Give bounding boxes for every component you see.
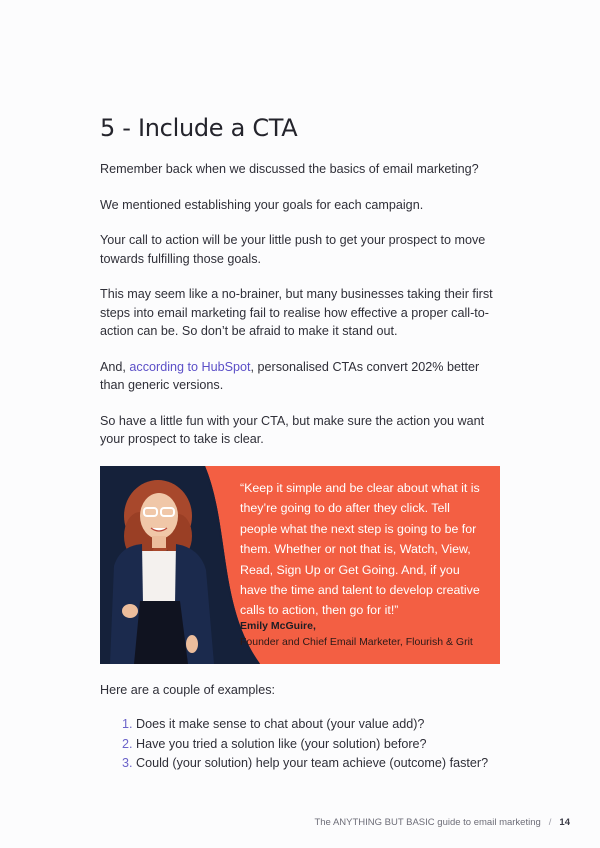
list-item [122,715,488,735]
list-number: 3. [122,756,133,770]
page-number: 14 [559,817,570,828]
list-text: Could (your solution) help your team achieve (outcome) faster? [136,756,489,770]
list-item [122,735,488,755]
list-number: 1. [122,717,133,731]
body-text [100,160,500,466]
quote-author-title: Founder and Chief Email Marketer, Flourish & Grit [240,636,473,648]
page-footer [314,817,570,828]
paragraph-5 [100,358,500,395]
examples-list [122,715,488,774]
quote-box [100,466,500,664]
paragraph-6: So have a little fun with your CTA, but make sure the action you want your prospect to take is clear. [100,413,485,446]
list-number: 2. [122,736,133,751]
list-item [122,754,488,774]
paragraph-3: Your call to action will be your little push to get your prospect to move towards fulfilling those goals. [100,233,486,266]
list-text: Does it make sense to chat about (your value add)? [136,717,425,731]
quote-author-name: Emily McGuire, [240,620,316,632]
paragraph-5-suffix: , personalised CTAs convert 202% better than generic versions. [100,359,480,392]
paragraph-1: Remember back when we discussed the basics of email marketing? [100,162,479,176]
footer-separator: / [548,817,552,828]
paragraph-2: We mentioned establishing your goals for each campaign. [100,197,424,212]
paragraph-4: This may seem like a no-brainer, but many businesses taking their first steps into email marketing fail to realise how effective a proper call-to-action can be. So don’t be afraid to make it stand out. [100,287,493,338]
paragraph-5-prefix: And, [100,359,130,374]
list-text: Have you tried a solution like (your solution) before? [136,736,427,751]
examples-intro: Here are a couple of examples: [100,683,276,697]
footer-guide-title: The ANYTHING BUT BASIC guide to email marketing [314,817,541,828]
hubspot-link[interactable]: according to HubSpot [129,359,251,374]
author-photo [100,466,260,664]
section-heading: 5 - Include a CTA [100,114,298,142]
quote-text: “Keep it simple and be clear about what it is they’re going to do after they click. Tell people what the next step is going to be for them. Whether or not that is, Watch, View, Read, Sign Up or Get Going. And, if you have the time and talent to develop creative calls to action, then go for it!” [240,481,480,618]
